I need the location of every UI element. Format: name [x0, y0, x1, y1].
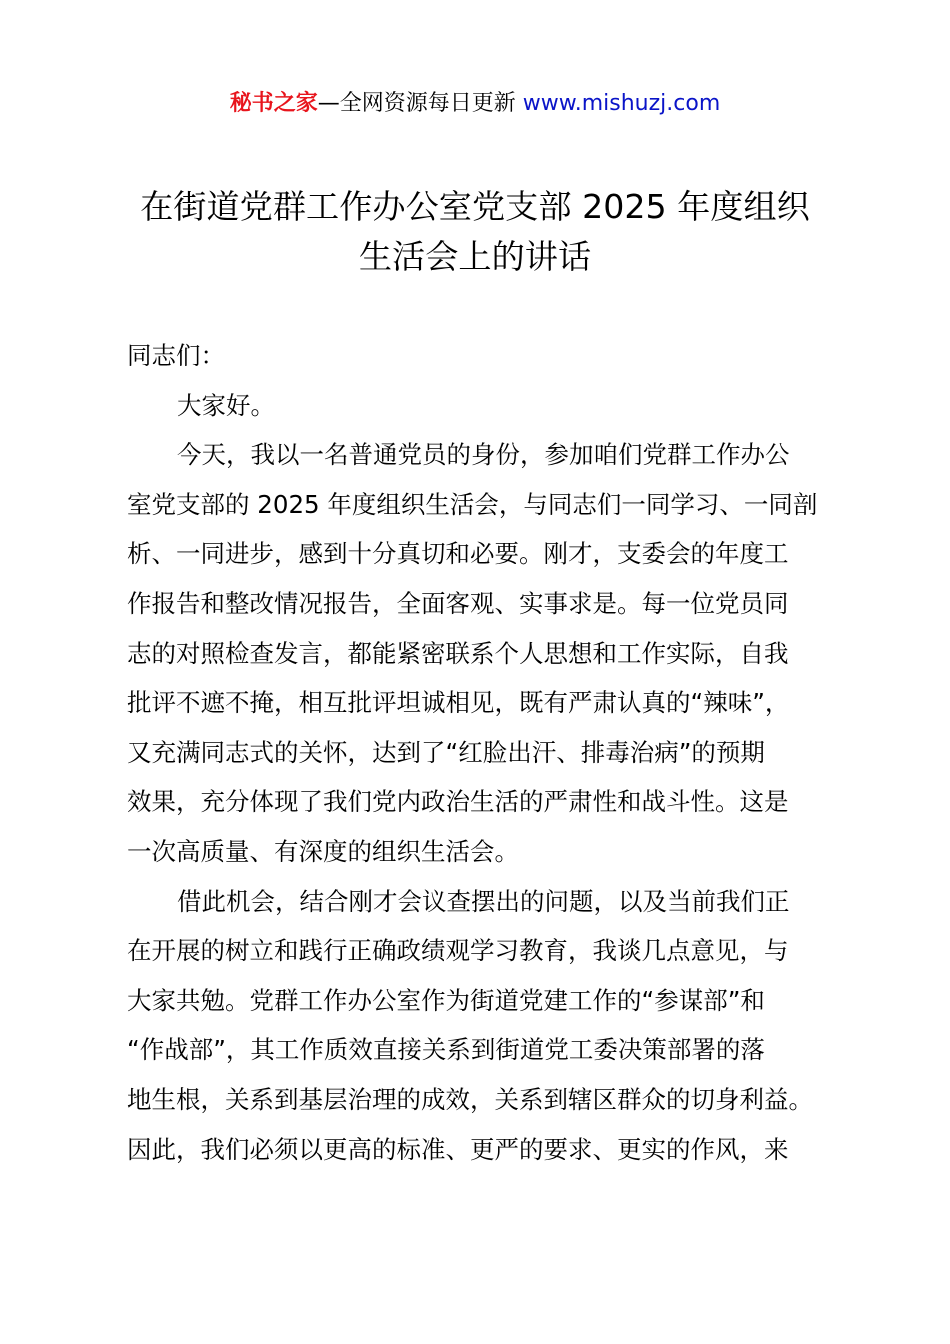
- paragraph-line: 又充满同志式的关怀，达到了“红脸出汗、排毒治病”的预期: [127, 737, 765, 767]
- site-banner: [0, 88, 950, 120]
- paragraph-line: 作报告和整改情况报告，全面客观、实事求是。每一位党员同: [127, 588, 789, 618]
- site-url-link[interactable]: www.mishuzj.com: [522, 91, 721, 116]
- paragraph-line: 一次高质量、有深度的组织生活会。: [127, 836, 519, 866]
- title-line-2: 生活会上的讲话: [358, 237, 592, 276]
- document-body: [127, 331, 837, 1174]
- paragraph-line: 借此机会，结合刚才会议查摆出的问题，以及当前我们正: [177, 886, 790, 916]
- paragraph-line: 因此，我们必须以更高的标准、更严的要求、更实的作风，来: [127, 1134, 789, 1164]
- paragraph-line: 地生根，关系到基层治理的成效，关系到辖区群众的切身利益。: [127, 1084, 813, 1114]
- banner-tagline: —全网资源每日更新: [317, 91, 523, 116]
- paragraph-line: 今天，我以一名普通党员的身份，参加咱们党群工作办公: [177, 440, 790, 470]
- title-line-1: 在街道党群工作办公室党支部 2025 年度组织: [140, 187, 810, 226]
- document-title: [0, 182, 950, 282]
- paragraph-line: 志的对照检查发言，都能紧密联系个人思想和工作实际，自我: [127, 638, 789, 668]
- paragraph-line: 室党支部的 2025 年度组织生活会，与同志们一同学习、一同剖: [127, 489, 818, 519]
- paragraph-line: “作战部”，其工作质效直接关系到街道党工委决策部署的落: [127, 1035, 765, 1065]
- brand-name: 秘书之家: [229, 91, 318, 116]
- paragraph-line: 析、一同进步，感到十分真切和必要。刚才，支委会的年度工: [127, 539, 789, 569]
- salutation: 同志们：: [127, 341, 225, 370]
- greeting: 大家好。: [177, 390, 275, 420]
- paragraph-line: 大家共勉。党群工作办公室作为街道党建工作的“参谋部”和: [127, 985, 765, 1015]
- paragraph-line: 效果，充分体现了我们党内政治生活的严肃性和战斗性。这是: [127, 787, 789, 817]
- paragraph-line: 在开展的树立和践行正确政绩观学习教育，我谈几点意见，与: [127, 936, 789, 966]
- paragraph-line: 批评不遮不掩，相互批评坦诚相见，既有严肃认真的“辣味”，: [127, 688, 790, 718]
